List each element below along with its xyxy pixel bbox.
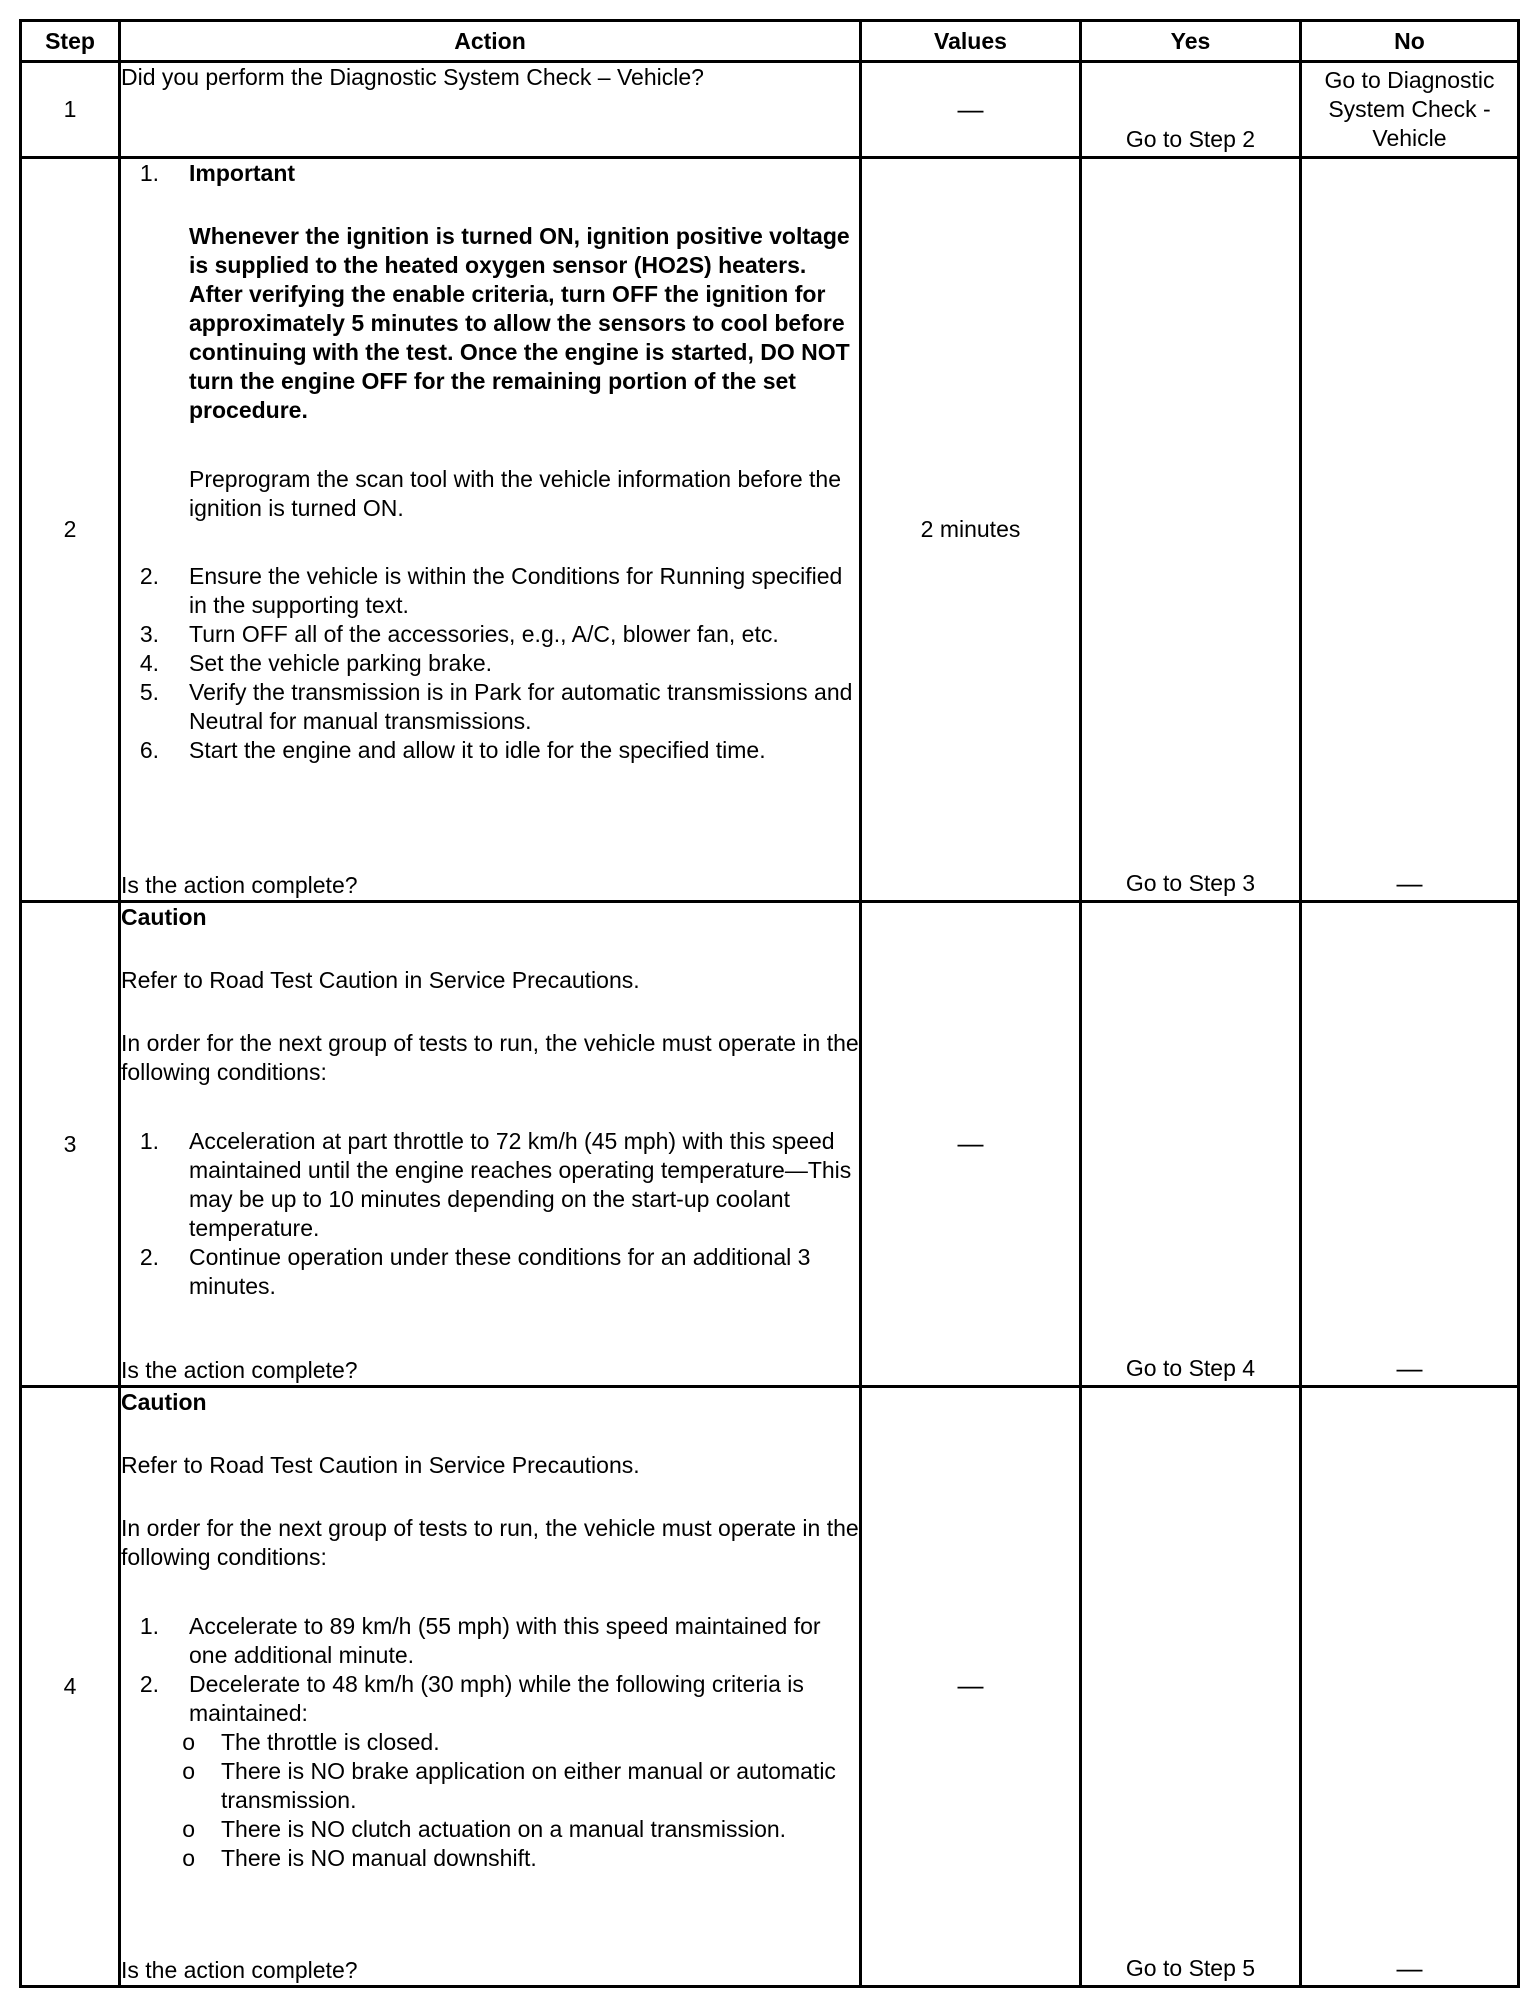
action-question: Is the action complete? (121, 872, 358, 899)
caution-title: Caution (121, 904, 207, 931)
list-item (121, 649, 859, 678)
no-cell (1301, 158, 1519, 902)
value-text: 2 minutes (920, 516, 1021, 543)
value-text: — (957, 1670, 984, 1701)
step-number: 1 (21, 62, 120, 158)
table-row (21, 158, 1519, 902)
yes-link[interactable]: Go to Step 4 (1125, 1354, 1256, 1381)
action-cell (120, 1386, 861, 1986)
action-cell (120, 902, 861, 1386)
list-text: The throttle is closed. (221, 1728, 440, 1755)
header-step: Step (21, 21, 120, 62)
action-question: Is the action complete? (121, 1356, 358, 1383)
list-text: Acceleration at part throttle to 72 km/h (45 mph) with this speed maintained until the engine reaches operating temperature—This may be up to 10 minutes depending on the start-up coolant temperature. (189, 1128, 852, 1242)
bullet: o (182, 1757, 195, 1784)
list-item (121, 678, 859, 736)
list-number: 6. (139, 737, 159, 764)
yes-link[interactable]: Go to Step 3 (1125, 870, 1256, 897)
no-text: — (1396, 1352, 1423, 1383)
action-question: Did you perform the Diagnostic System Check – Vehicle? (121, 64, 704, 90)
yes-cell (1081, 902, 1301, 1386)
diagnostic-table (19, 19, 1520, 1988)
no-cell (1301, 1386, 1519, 1986)
criteria-list (121, 1728, 859, 1873)
header-action: Action (120, 21, 861, 62)
list-item (121, 1757, 859, 1815)
list-text: Continue operation under these conditions for an additional 3 minutes. (189, 1244, 811, 1300)
bullet: o (182, 1844, 195, 1871)
list-item (121, 1243, 859, 1301)
value-cell (861, 1386, 1081, 1986)
table-row (21, 1386, 1519, 1986)
list-text: Verify the transmission is in Park for automatic transmissions and Neutral for manual transmissions. (189, 679, 853, 735)
action-cell (120, 158, 861, 902)
list-item (121, 736, 859, 765)
header-yes: Yes (1081, 21, 1301, 62)
step-number: 4 (21, 1386, 120, 1986)
important-title: Important (189, 160, 296, 187)
list-text: Ensure the vehicle is within the Conditions for Running specified in the supporting text. (189, 563, 843, 619)
list-text: Turn OFF all of the accessories, e.g., A/C, blower fan, etc. (189, 621, 779, 648)
value-text: — (957, 93, 984, 124)
list-item (121, 1815, 859, 1844)
caution-title: Caution (121, 1388, 207, 1415)
table-row (21, 902, 1519, 1386)
value-cell (861, 902, 1081, 1386)
preprogram-text: Preprogram the scan tool with the vehicle information before the ignition is turned ON. (189, 466, 842, 522)
no-cell (1301, 902, 1519, 1386)
header-values: Values (861, 21, 1081, 62)
list-text: Start the engine and allow it to idle for the specified time. (189, 737, 766, 764)
caution-text: Refer to Road Test Caution in Service Precautions. (121, 1451, 640, 1478)
header-no: No (1301, 21, 1519, 62)
list-item (121, 562, 859, 620)
list-number: 5. (139, 679, 159, 706)
list-text: There is NO manual downshift. (221, 1844, 537, 1871)
list-text: There is NO brake application on either manual or automatic transmission. (221, 1757, 836, 1813)
action-question: Is the action complete? (121, 1957, 358, 1983)
list-text: Set the vehicle parking brake. (189, 650, 493, 677)
bullet: o (182, 1815, 195, 1842)
step-list (121, 1612, 859, 1728)
list-text: Decelerate to 48 km/h (30 mph) while the following criteria is maintained: (189, 1670, 804, 1726)
list-item (121, 1670, 859, 1728)
step-number: 3 (21, 902, 120, 1386)
list-number: 1. (139, 1128, 159, 1155)
table-row (21, 62, 1519, 158)
step-list (121, 1127, 859, 1301)
list-item (121, 620, 859, 649)
action-cell (120, 62, 861, 158)
list-number: 4. (139, 650, 159, 677)
value-cell (861, 158, 1081, 902)
yes-link[interactable]: Go to Step 2 (1125, 126, 1256, 153)
list-text: There is NO clutch actuation on a manual transmission. (221, 1815, 787, 1842)
important-text: Whenever the ignition is turned ON, ignition positive voltage is supplied to the heated oxygen sensor (HO2S) heaters. After verifying the enable criteria, turn OFF the ignition for approximately 5 minutes to allow the sensors to cool before continuing with the test. Once the engine is started, DO NOT turn the engine OFF for the remaining portion of the set procedure. (189, 223, 850, 424)
bullet: o (182, 1728, 195, 1755)
yes-cell (1081, 158, 1301, 902)
value-cell (861, 62, 1081, 158)
step-list (121, 159, 859, 765)
list-number: 2. (139, 1670, 159, 1697)
yes-cell (1081, 1386, 1301, 1986)
list-number: 2. (139, 1244, 159, 1271)
list-number: 2. (139, 563, 159, 590)
caution-text: Refer to Road Test Caution in Service Precautions. (121, 967, 640, 994)
list-item (121, 1844, 859, 1873)
list-number: 1. (139, 1612, 159, 1639)
list-item (121, 159, 859, 562)
step-number: 2 (21, 158, 120, 902)
header-row (21, 21, 1519, 62)
list-number: 3. (139, 621, 159, 648)
no-link[interactable]: Go to Diagnostic System Check - Vehicle (1324, 67, 1495, 152)
no-text: — (1396, 1953, 1423, 1983)
yes-link[interactable]: Go to Step 5 (1125, 1955, 1256, 1981)
list-item (121, 1612, 859, 1670)
yes-cell (1081, 62, 1301, 158)
intro-text: In order for the next group of tests to run, the vehicle must operate in the following conditions: (121, 1030, 859, 1086)
list-item (121, 1127, 859, 1243)
value-text: — (957, 1128, 984, 1159)
intro-text: In order for the next group of tests to run, the vehicle must operate in the following conditions: (121, 1514, 859, 1570)
no-text: — (1396, 868, 1423, 899)
list-text: Accelerate to 89 km/h (55 mph) with this speed maintained for one additional minute. (189, 1612, 821, 1668)
list-item (121, 1728, 859, 1757)
list-number: 1. (139, 160, 159, 187)
no-cell (1301, 62, 1519, 158)
